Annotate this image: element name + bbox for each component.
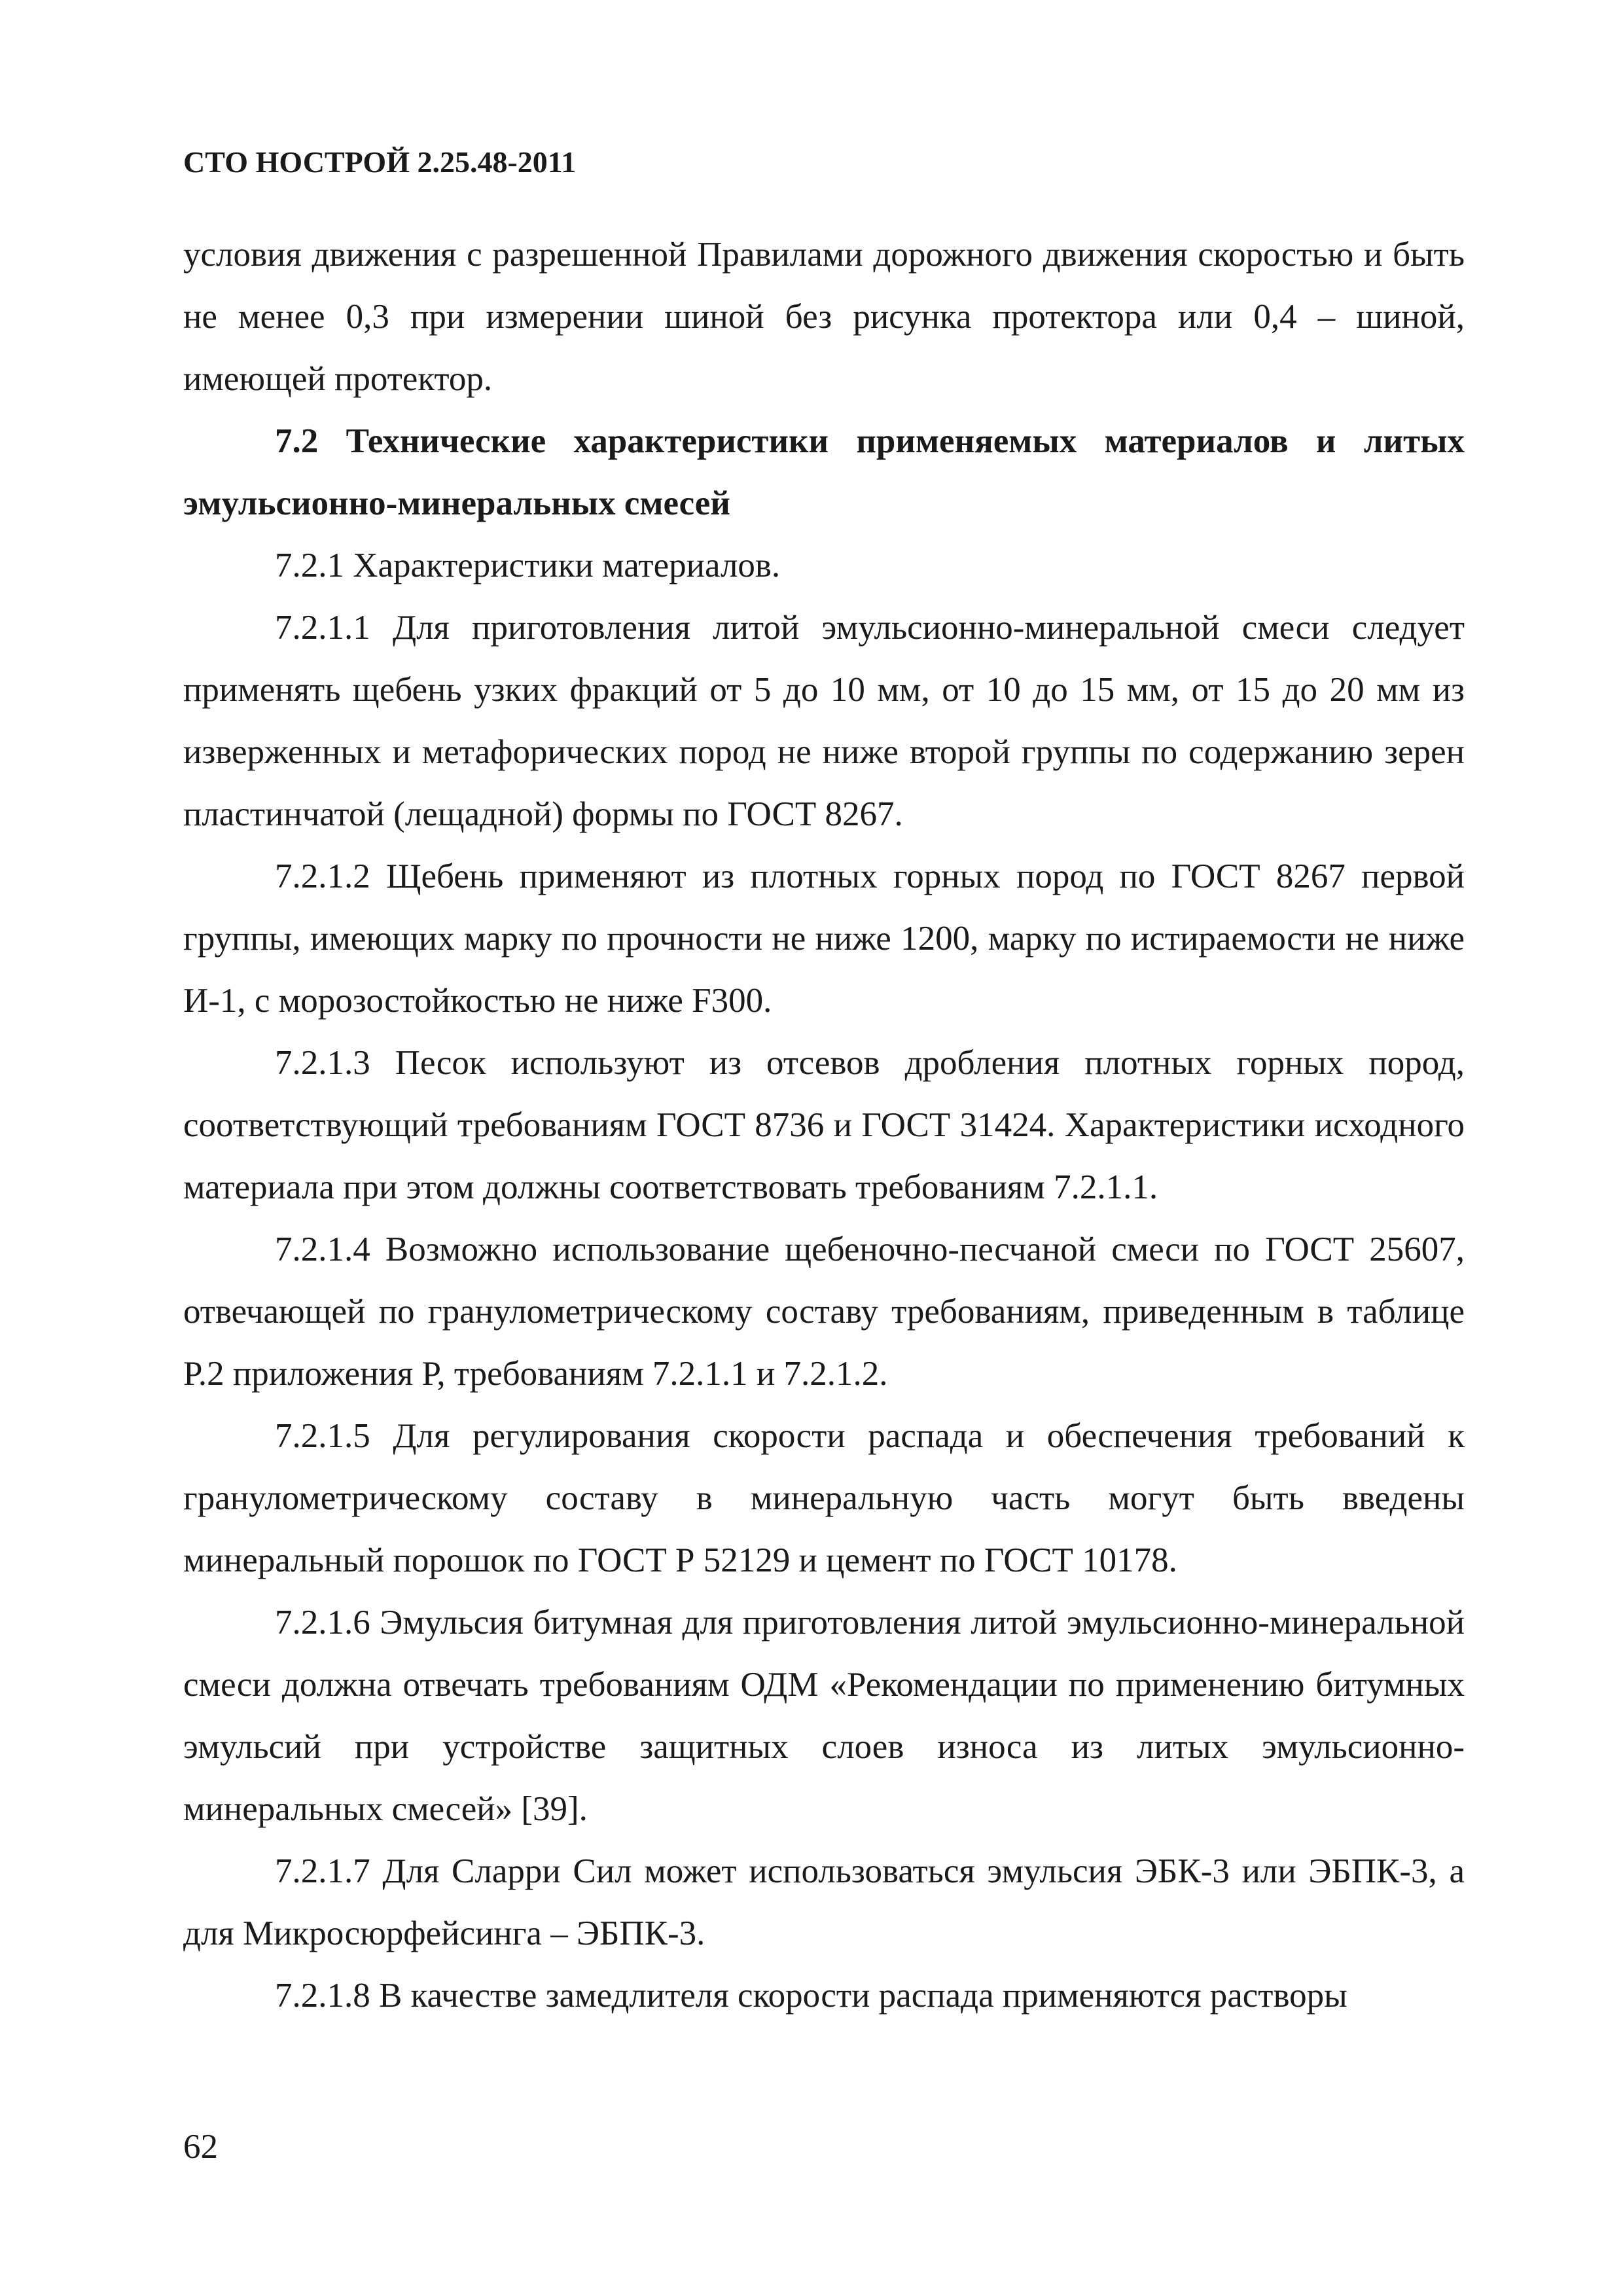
page-number: 62: [183, 2128, 218, 2166]
paragraph-7-2-1-2: 7.2.1.2 Щебень применяют из плотных горных пород по ГОСТ 8267 первой группы, имеющих марку по прочности не ниже 1200, марку по истираемости не ниже И-1, с морозостойкостью не ниже F300.: [183, 857, 1465, 1020]
paragraph-continuation: условия движения с разрешенной Правилами дорожного движения скоростью и быть не менее 0,3 при измерении шиной без рисунка протектора или 0,4 – шиной, имеющей протектор.: [183, 236, 1465, 398]
paragraph-7-2-1-3: 7.2.1.3 Песок используют из отсевов дробления плотных горных пород, соответствующий требованиям ГОСТ 8736 и ГОСТ 31424. Характеристики исходного материала при этом должны соответствовать требованиям 7.2.1.1.: [183, 1044, 1465, 1206]
paragraph-7-2-1-6: 7.2.1.6 Эмульсия битумная для приготовления литой эмульсионно-минеральной смеси должна отвечать требованиям ОДМ «Рекомендации по применению битумных эмульсий при устройстве защитных слоев износа из литых эмульсионно-минеральных смесей» [39].: [183, 1604, 1465, 1828]
paragraph-7-2-1-1: 7.2.1.1 Для приготовления литой эмульсионно-минеральной смеси следует применять щебень узких фракций от 5 до 10 мм, от 10 до 15 мм, от 15 до 20 мм из изверженных и метафорических пород не ниже второй группы по содержанию зерен пластинчатой (лещадной) формы по ГОСТ 8267.: [183, 609, 1465, 833]
section-heading: 7.2 Технические характеристики применяемых материалов и литых эмульсионно-минеральных смесей: [183, 422, 1465, 522]
paragraph-7-2-1-5: 7.2.1.5 Для регулирования скорости распада и обеспечения требований к гранулометрическому составу в минеральную часть могут быть введены минеральный порошок по ГОСТ Р 52129 и цемент по ГОСТ 10178.: [183, 1417, 1465, 1579]
paragraph-7-2-1-7: 7.2.1.7 Для Сларри Сил может использоваться эмульсия ЭБК-3 или ЭБПК-3, а для Микросюрфейсинга – ЭБПК-3.: [183, 1852, 1465, 1952]
paragraph-7-2-1-8: 7.2.1.8 В качестве замедлителя скорости распада применяются растворы: [275, 1977, 1347, 2015]
paragraph-7-2-1-4: 7.2.1.4 Возможно использование щебеночно-песчаной смеси по ГОСТ 25607, отвечающей по гранулометрическому составу требованиям, приведенным в таблице Р.2 приложения Р, требованиям 7.2.1.1 и 7.2.1.2.: [183, 1230, 1465, 1393]
paragraph-7-2-1: 7.2.1 Характеристики материалов.: [275, 547, 781, 584]
page-body: [183, 224, 1465, 2027]
page-header: СТО НОСТРОЙ 2.25.48-2011: [183, 145, 577, 179]
